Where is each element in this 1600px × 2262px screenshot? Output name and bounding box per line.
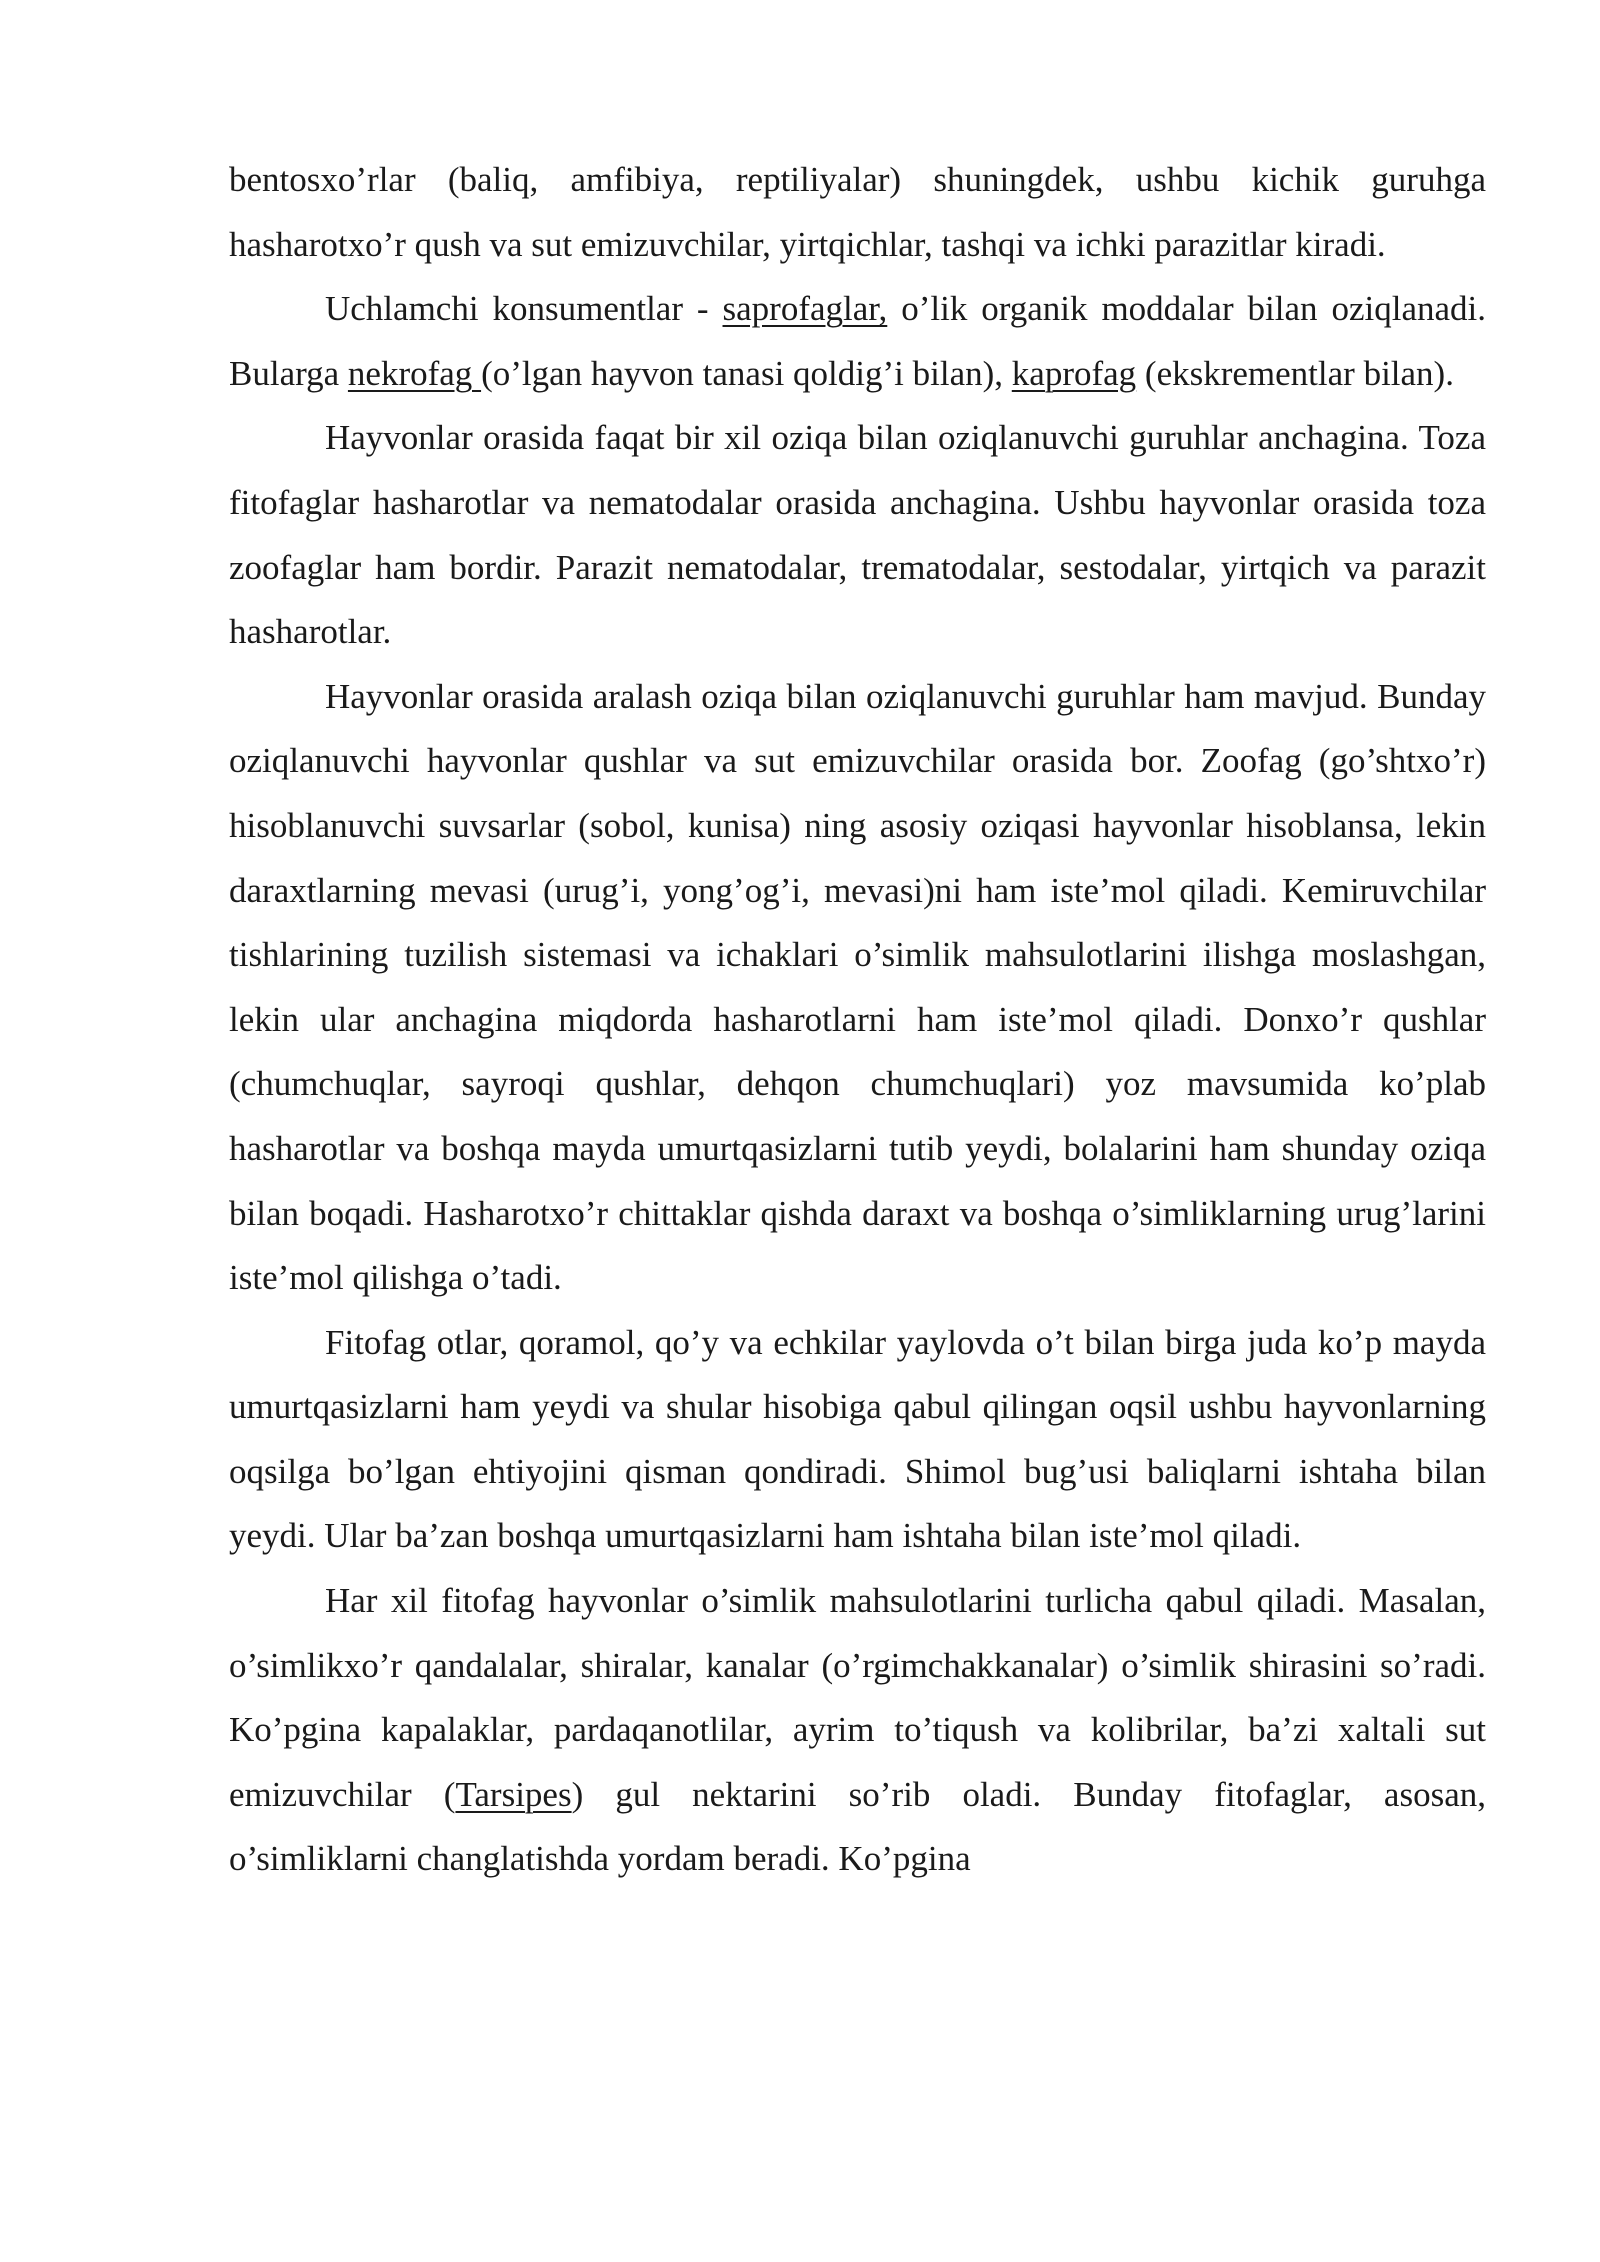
paragraph-2 xyxy=(229,277,1486,406)
underlined-term: saprofaglar, xyxy=(722,289,888,329)
text-segment: Hayvonlar orasida aralash oziqa bilan oziqlanuvchi guruhlar ham mavjud. Bunday oziqlanuvchi hayvonlar qushlar va sut emizuvchilar orasida bor. Zoofag (go’shtxo’r) hisoblanuvchi suvsarlar (sobol, kunisa) ning asosiy oziqasi hayvonlar hisoblansa, lekin daraxtlarning mevasi (urug’i, yong’og’i, mevasi)ni ham iste’mol qiladi. Kemiruvchilar tishlarining tuzilish sistemasi va ichaklari o’simlik mahsulotlarini ilishga moslashgan, lekin ular anchagina miqdorda hasharotlarni ham iste’mol qiladi. Donxo’r qushlar (chumchuqlar, sayroqi qushlar, dehqon chumchuqlari) yoz mavsumida ko’plab hasharotlar va boshqa mayda umurtqasizlarni tutib yeydi, bolalarini ham shunday oziqa bilan boqadi. Hasharotxo’r chittaklar qishda daraxt va boshqa o’simliklarning urug’larini iste’mol qilishga o’tadi. xyxy=(229,676,1486,1298)
text-segment: bentosxo’rlar (baliq, amfibiya, reptiliyalar) shuningdek, ushbu kichik guruhga hasharotxo’r qush va sut emizuvchilar, yirtqichlar, tashqi va ichki parazitlar kiradi. xyxy=(229,160,1486,264)
underlined-term: Tarsipes xyxy=(455,1774,572,1814)
text-segment: (o’lgan hayvon tanasi qoldig’i bilan), xyxy=(481,353,1012,393)
paragraph-6 xyxy=(229,1569,1486,1892)
paragraph-5 xyxy=(229,1311,1486,1569)
paragraph-4 xyxy=(229,665,1486,1311)
underlined-term: kaprofag xyxy=(1011,353,1137,393)
document-body xyxy=(229,148,1486,1892)
underlined-term: nekrofag xyxy=(347,353,482,393)
text-segment: (ekskrementlar bilan). xyxy=(1136,353,1454,393)
paragraph-1 xyxy=(229,148,1486,277)
text-segment: Har xil fitofag hayvonlar o’simlik mahsulotlarini turlicha qabul qiladi. Masalan, o’simlikxo’r qandalalar, shiralar, kanalar (o’rgimchakkanalar) o’simlik shirasini so’radi. Ko’pgina kapalaklar, pardaqanotlilar, ayrim to’tiqush va kolibrilar, ba’zi xaltali sut emizuvchilar ( xyxy=(229,1581,1486,1814)
paragraph-3 xyxy=(229,406,1486,664)
text-segment: ) gul nektarini so’rib oladi. Bunday fitofaglar, asosan, o’simliklarni changlatishda yordam beradi. Ko’pgina xyxy=(229,1774,1486,1879)
text-segment: Fitofag otlar, qoramol, qo’y va echkilar yaylovda o’t bilan birga juda ko’p mayda umurtqasizlarni ham yeydi va shular hisobiga qabul qilingan oqsil ushbu hayvonlarning oqsilga bo’lgan ehtiyojini qisman qondiradi. Shimol bug’usi baliqlarni ishtaha bilan yeydi. Ular ba’zan boshqa umurtqasizlarni ham ishtaha bilan iste’mol qiladi. xyxy=(229,1322,1486,1556)
text-segment: Hayvonlar orasida faqat bir xil oziqa bilan oziqlanuvchi guruhlar anchagina. Toza fitofaglar hasharotlar va nematodalar orasida anchagina. Ushbu hayvonlar orasida toza zoofaglar ham bordir. Parazit nematodalar, trematodalar, sestodalar, yirtqich va parazit hasharotlar. xyxy=(229,418,1486,652)
text-segment: o’lik organik moddalar bilan oziqlanadi. Bularga xyxy=(229,289,1486,393)
text-segment: Uchlamchi konsumentlar - xyxy=(325,289,723,329)
